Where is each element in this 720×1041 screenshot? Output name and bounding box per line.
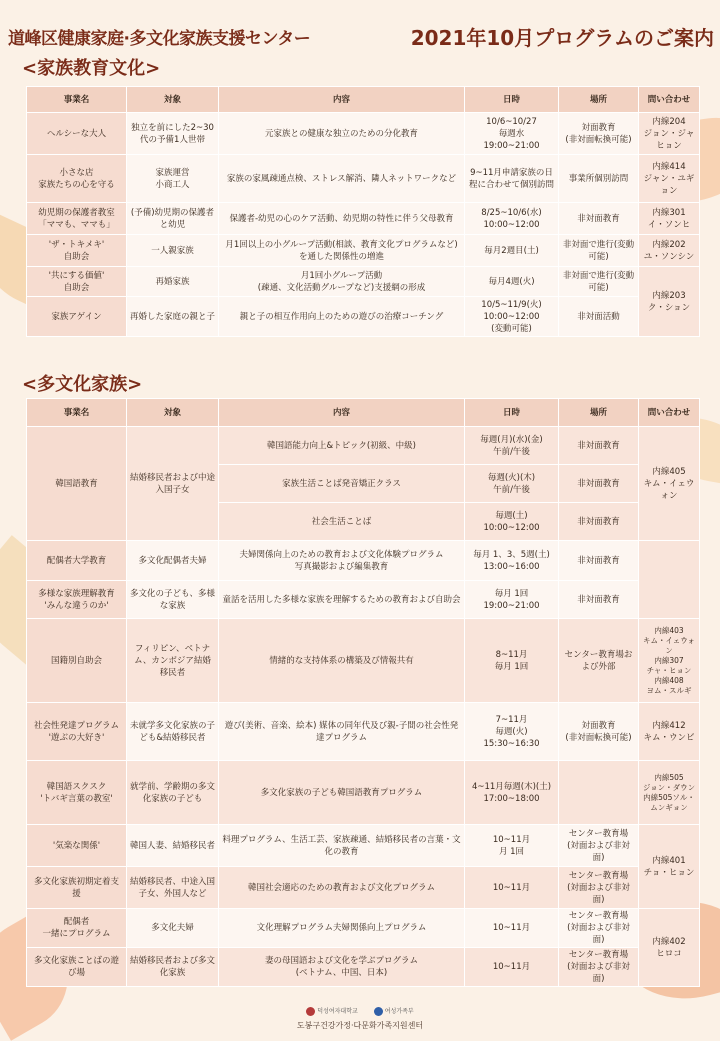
column-header: 内容 [219,399,465,427]
table-row [27,948,700,987]
program-content: 親と子の相互作用向上のための遊びの治療コーチング [219,297,465,337]
program-name: 'ザ・トキメキ' 自助会 [27,235,127,267]
program-name: '共にする価値' 自助会 [27,267,127,297]
program-place: 非対面教育 [559,465,639,503]
program-place: センター教育場 (対面および非対面) [559,825,639,867]
table-row [27,703,700,761]
program-contact: 内線203 ク・ション [639,267,700,337]
program-contact: 内線204 ジョン・ジャヒョン [639,113,700,155]
program-date: 毎週(月)(水)(金) 午前/午後 [465,427,559,465]
program-contact-empty [639,541,700,619]
table-row [27,235,700,267]
program-place: 非対面教育 [559,427,639,465]
program-place: 非対面教育 [559,581,639,619]
program-place: センター教育場 (対面および非対面) [559,867,639,909]
column-header: 場所 [559,399,639,427]
program-date: 10/5~11/9(火) 10:00~12:00 (変動可能) [465,297,559,337]
program-content: 元家族との健康な独立のための分化教育 [219,113,465,155]
program-target: 結婚移民者および多文化家族 [127,948,219,987]
table-header-row [27,399,700,427]
program-place: 非対面で進行(変動可能) [559,267,639,297]
table-row [27,427,700,465]
program-name: ヘルシーな大人 [27,113,127,155]
program-date: 8~11月 毎月 1回 [465,619,559,703]
column-header: 対象 [127,399,219,427]
program-content: 文化理解プログラム夫婦関係向上プログラム [219,909,465,948]
column-header: 日時 [465,87,559,113]
program-target: 多文化の子ども、多様な家族 [127,581,219,619]
program-date: 8/25~10/6(水) 10:00~12:00 [465,203,559,235]
program-contact: 内線202 ユ・ソンシン [639,235,700,267]
program-name: 多文化家族初期定着支援 [27,867,127,909]
program-date: 毎月 1、3、5週(土) 13:00~16:00 [465,541,559,581]
table-row [27,267,700,297]
table-row [27,909,700,948]
program-content: 保護者-幼児の心のケア活動、幼児期の特性に伴う父母教育 [219,203,465,235]
program-contact: 内線414 ジャン・ユギョン [639,155,700,203]
multicultural-table [26,398,700,987]
program-place: 非対面教育 [559,541,639,581]
table-header-row [27,87,700,113]
family-education-table [26,86,700,337]
program-place: センター教育場および外部 [559,619,639,703]
program-target: 結婚移民者、中途入国子女、外国人など [127,867,219,909]
footer [0,1006,720,1031]
footer-logos [0,1006,720,1016]
program-name: 社会性発達プログラム '遊ぶの大好き' [27,703,127,761]
page-header [8,22,714,50]
program-target: 再婚家族 [127,267,219,297]
program-place: 対面教育 (非対面転換可能) [559,703,639,761]
column-header: 事業名 [27,87,127,113]
section-title-multicultural: <多文化家族> [22,374,143,395]
program-date: 毎週(火)(木) 午前/午後 [465,465,559,503]
program-place: 非対面教育 [559,203,639,235]
program-target: (予備)幼児期の保護者と幼児 [127,203,219,235]
program-date: 9~11月申請家族の日程に合わせて個別訪問 [465,155,559,203]
column-header: 事業名 [27,399,127,427]
program-target: 多文化夫婦 [127,909,219,948]
program-date: 10~11月 [465,867,559,909]
program-target: 未就学多文化家族の子ども&結婚移民者 [127,703,219,761]
program-name: 小さな店 家族たちの心を守る [27,155,127,203]
table-row [27,761,700,825]
program-date: 10/6~10/27 毎週水 19:00~21:00 [465,113,559,155]
program-name: 多様な家族理解教育 'みんな違うのか' [27,581,127,619]
table-row [27,867,700,909]
program-name: 幼児期の保護者教室 「ママも、ママも」 [27,203,127,235]
program-content: 多文化家族の子ども韓国語教育プログラム [219,761,465,825]
table-row [27,541,700,581]
program-content: 月1回小グループ活動 (疎通、文化活動グループなど)支援網の形成 [219,267,465,297]
program-target: 一人親家族 [127,235,219,267]
program-place: 非対面教育 [559,503,639,541]
program-name: 韓国語スクスク 'トバギ言葉の教室' [27,761,127,825]
ministry-logo-icon [374,1007,383,1016]
table-row [27,113,700,155]
column-header: 場所 [559,87,639,113]
program-date: 毎月2週目(土) [465,235,559,267]
program-place: 非対面活動 [559,297,639,337]
page-title: 2021年10月プログラムのご案内 [410,26,714,50]
table-row [27,825,700,867]
table-row [27,297,700,337]
university-logo-text: 덕성여자대학교 [317,1008,358,1015]
program-content: 韓国語能力向上&トピック(初級、中級) [219,427,465,465]
program-name: 多文化家族ことばの遊び場 [27,948,127,987]
program-content: 童話を活用した多様な家族を理解するための教育および自助会 [219,581,465,619]
organization-name: 道峰区健康家庭·多文化家族支援センター [8,29,311,49]
program-name: 国籍別自助会 [27,619,127,703]
table-row [27,619,700,703]
program-contact: 内線505 ジョン・ダウン内線505ソル・ムンギョン [639,761,700,825]
program-name: '気楽な関係' [27,825,127,867]
program-content: 韓国社会適応のための教育および文化プログラム [219,867,465,909]
section-title-family-education: <家族教育文化> [22,58,161,79]
program-target: 就学前、学齢期の多文化家族の子ども [127,761,219,825]
column-header: 対象 [127,87,219,113]
program-target: フィリピン、ベトナム、カンボジア結婚移民者 [127,619,219,703]
program-contact: 内線401 チョ・ヒョン [639,825,700,909]
program-date: 毎週(土) 10:00~12:00 [465,503,559,541]
program-target: 韓国人妻、結婚移民者 [127,825,219,867]
program-target: 多文化配偶者夫婦 [127,541,219,581]
program-contact: 内線403 キム・イェウォン 内線307 チャ・ヒョン 内線408 ヨム・スルギ [639,619,700,703]
program-contact: 内線402 ヒロコ [639,909,700,987]
column-header: 問い合わせ [639,87,700,113]
university-logo-icon [306,1007,315,1016]
program-content: 妻の母国語および文化を学ぶプログラム (ベトナム、中国、日本) [219,948,465,987]
table-row [27,581,700,619]
program-date: 10~11月 [465,909,559,948]
program-place: 非対面で進行(変動可能) [559,235,639,267]
program-name: 配偶者 一緒にプログラム [27,909,127,948]
program-date: 10~11月 [465,948,559,987]
table-row [27,155,700,203]
table-row [27,203,700,235]
program-date: 毎月4週(火) [465,267,559,297]
program-contact: 内線301 イ・ソンヒ [639,203,700,235]
program-content: 社会生活ことば [219,503,465,541]
program-content: 家族の家風疎通点検、ストレス解消、隣人ネットワークなど [219,155,465,203]
program-target: 家族運営 小商工人 [127,155,219,203]
column-header: 日時 [465,399,559,427]
program-place: 対面教育 (非対面転換可能) [559,113,639,155]
program-place: センター教育場 (対面および非対面) [559,909,639,948]
center-name: 도봉구건강가정·다문화가족지원센터 [296,1021,424,1030]
program-content: 夫婦関係向上のための教育および文化体験プログラム 写真撮影および編集教育 [219,541,465,581]
program-content: 家族生活ことば発音矯正クラス [219,465,465,503]
program-name: 韓国語教育 [27,427,127,541]
column-header: 問い合わせ [639,399,700,427]
program-date: 4~11月毎週(木)(土) 17:00~18:00 [465,761,559,825]
program-place-empty [559,761,639,825]
program-content: 情緒的な支持体系の構築及び情報共有 [219,619,465,703]
program-place: 事業所個別訪問 [559,155,639,203]
program-target: 結婚移民者および中途入国子女 [127,427,219,541]
program-content: 遊び(美術、音楽、絵本) 媒体の同年代及び親-子間の社会性発達プログラム [219,703,465,761]
program-content: 月1回以上の小グループ活動(相談、教育文化プログラムなど)を通した関係性の増進 [219,235,465,267]
program-contact: 内線412 キム・ウンビ [639,703,700,761]
program-date: 7~11月 毎週(火) 15:30~16:30 [465,703,559,761]
column-header: 内容 [219,87,465,113]
program-date: 10~11月 月 1回 [465,825,559,867]
program-name: 家族アゲイン [27,297,127,337]
program-target: 再婚した家庭の親と子 [127,297,219,337]
program-name: 配偶者大学教育 [27,541,127,581]
program-contact: 内線405 キム・イェウォン [639,427,700,541]
ministry-logo-text: 여성가족부 [384,1008,414,1015]
program-target: 独立を前にした2~30代の予備1人世帯 [127,113,219,155]
program-content: 料理プログラム、生活工芸、家族疎通、結婚移民者の言葉・文化の教育 [219,825,465,867]
program-date: 毎月 1回 19:00~21:00 [465,581,559,619]
program-place: センター教育場 (対面および非対面) [559,948,639,987]
